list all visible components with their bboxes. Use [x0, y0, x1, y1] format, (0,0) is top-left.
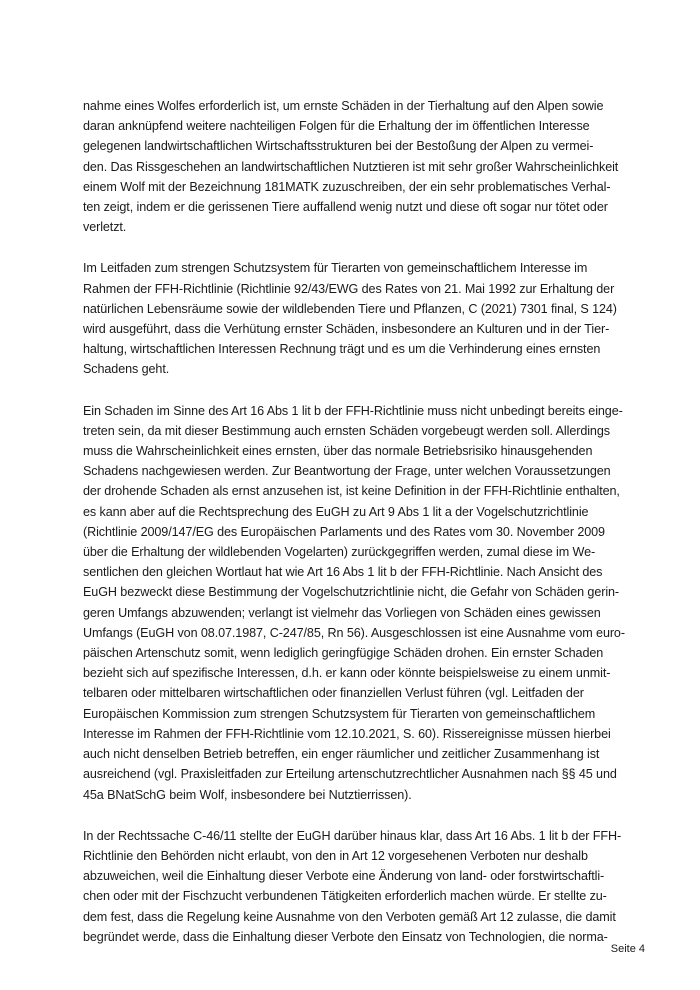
- text-line: bezieht sich auf spezifische Interessen, d.h. er kann oder könnte beispielsweise zu einem unmit-: [83, 666, 611, 681]
- text-line: ausreichend (vgl. Praxisleitfaden zur Erteilung artenschutzrechtlicher Ausnahmen nach §§ 45 und: [83, 767, 617, 782]
- text-line: ten zeigt, indem er die gerissenen Tiere auffallend wenig nutzt und diese oft sogar nur tötet oder: [83, 200, 608, 215]
- text-line: auch nicht denselben Betrieb betreffen, ein enger räumlicher und zeitlicher Zusammenhang ist: [83, 747, 600, 762]
- text-line: nahme eines Wolfes erforderlich ist, um ernste Schäden in der Tierhaltung auf den Alpen sowie: [83, 99, 604, 113]
- text-line: Europäischen Kommission zum strengen Schutzsystem für Tierarten von gemeinschaftlichem: [83, 706, 596, 721]
- text-line: haltung, wirtschaftlichen Interessen Rechnung trägt und es um die Verhinderung eines ernsten: [83, 342, 601, 357]
- text-line: EuGH bezweckt diese Bestimmung der Vogelschutzrichtlinie nicht, die Gefahr von Schäden gerin-: [83, 585, 620, 600]
- text-line: Ein Schaden im Sinne des Art 16 Abs 1 lit b der FFH-Richtlinie muss nicht unbedingt bereits einge-: [83, 403, 623, 418]
- text-line: verletzt.: [83, 220, 127, 235]
- text-line: den. Das Rissgeschehen an landwirtschaftlichen Nutztieren ist mit sehr großer Wahrscheinlichkeit: [83, 159, 619, 174]
- text-line: päischen Artenschutz somit, wenn lediglich geringfügige Schäden drohen. Ein ernster Schaden: [83, 646, 604, 661]
- text-line: Schadens nachgewiesen werden. Zur Beantwortung der Frage, unter welchen Voraussetzungen: [83, 464, 611, 479]
- text-line: begründet werde, dass die Einhaltung dieser Verbote den Einsatz von Technologien, die norma-: [83, 929, 608, 944]
- text-line: Umfangs (EuGH von 08.07.1987, C-247/85, Rn 56). Ausgeschlossen ist eine Ausnahme vom euro-: [83, 625, 625, 640]
- text-line: abzuweichen, weil die Einhaltung dieser Verbote eine Änderung von land- oder forstwirtschaftli-: [83, 869, 605, 884]
- text-line: dem fest, dass die Regelung keine Ausnahme von den Verboten gemäß Art 12 zulasse, die damit: [83, 909, 616, 924]
- text-line: einem Wolf mit der Bezeichnung 181MATK zuzuschreiben, der ein sehr problematisches Verhal-: [83, 179, 611, 194]
- text-line: daran anknüpfend weitere nachteiligen Folgen für die Erhaltung der im öffentlichen Interesse: [83, 119, 590, 134]
- text-line: chen oder mit der Fischzucht verbundenen Tätigkeiten erforderlich machen würde. Er stellte zu-: [83, 889, 607, 904]
- text-line: Schadens geht.: [83, 362, 170, 377]
- document-body: [83, 96, 623, 968]
- text-line: telbaren oder mittelbaren wirtschaftlichen oder finanziellen Verlust führen (vgl. Leitfaden der: [83, 686, 584, 701]
- text-line: wird ausgeführt, dass die Verhütung ernster Schäden, insbesondere an Kulturen und in der Tier-: [83, 322, 610, 337]
- text-line: Richtlinie den Behörden nicht erlaubt, von den in Art 12 vorgesehenen Verboten nur deshalb: [83, 848, 588, 863]
- paragraph-4: [83, 826, 623, 947]
- text-line: In der Rechtssache C-46/11 stellte der EuGH darüber hinaus klar, dass Art 16 Abs. 1 lit b der FFH-: [83, 828, 622, 843]
- paragraph-2: [83, 258, 623, 379]
- text-line: Interesse im Rahmen der FFH-Richtlinie vom 12.10.2021, S. 60). Rissereignisse müssen hierbei: [83, 726, 611, 741]
- text-line: geren Umfangs abzuwenden; verlangt ist vielmehr das Vorliegen von Schäden eines gewissen: [83, 605, 601, 620]
- text-line: (Richtlinie 2009/147/EG des Europäischen Parlaments und des Rates vom 30. November 2009: [83, 524, 605, 539]
- text-line: der drohende Schaden als ernst anzusehen ist, ist keine Definition in der FFH-Richtlinie enthalten,: [83, 484, 620, 499]
- text-line: natürlichen Lebensräume sowie der wildlebenden Tiere und Pflanzen, C (2021) 7301 final, S 124): [83, 301, 617, 316]
- text-line: über die Erhaltung der wildlebenden Vogelarten) zurückgegriffen werden, zumal diese im We-: [83, 545, 596, 560]
- paragraph-1: [83, 96, 623, 237]
- text-line: treten sein, da mit dieser Bestimmung auch ernsten Schäden vorgebeugt werden soll. Allerdings: [83, 423, 610, 438]
- paragraph-3: [83, 401, 623, 805]
- page-number: Seite 4: [610, 943, 645, 955]
- text-line: Rahmen der FFH-Richtlinie (Richtlinie 92/43/EWG des Rates von 21. Mai 1992 zur Erhaltung der: [83, 281, 615, 296]
- text-line: 45a BNatSchG beim Wolf, insbesondere bei Nutztierrissen).: [83, 787, 412, 802]
- text-line: gelegenen landwirtschaftlichen Wirtschaftsstrukturen bei der Bestoßung der Alpen zu vermei-: [83, 139, 594, 154]
- text-line: es kann aber auf die Rechtsprechung des EuGH zu Art 9 Abs 1 lit a der Vogelschutzrichtlinie: [83, 504, 589, 519]
- text-line: Im Leitfaden zum strengen Schutzsystem für Tierarten von gemeinschaftlichem Interesse im: [83, 261, 588, 276]
- text-line: sentlichen den gleichen Wortlaut hat wie Art 16 Abs 1 lit b der FFH-Richtlinie. Nach Ansicht des: [83, 565, 603, 580]
- text-line: muss die Wahrscheinlichkeit eines ernsten, über das normale Betriebsrisiko hinausgehenden: [83, 444, 593, 459]
